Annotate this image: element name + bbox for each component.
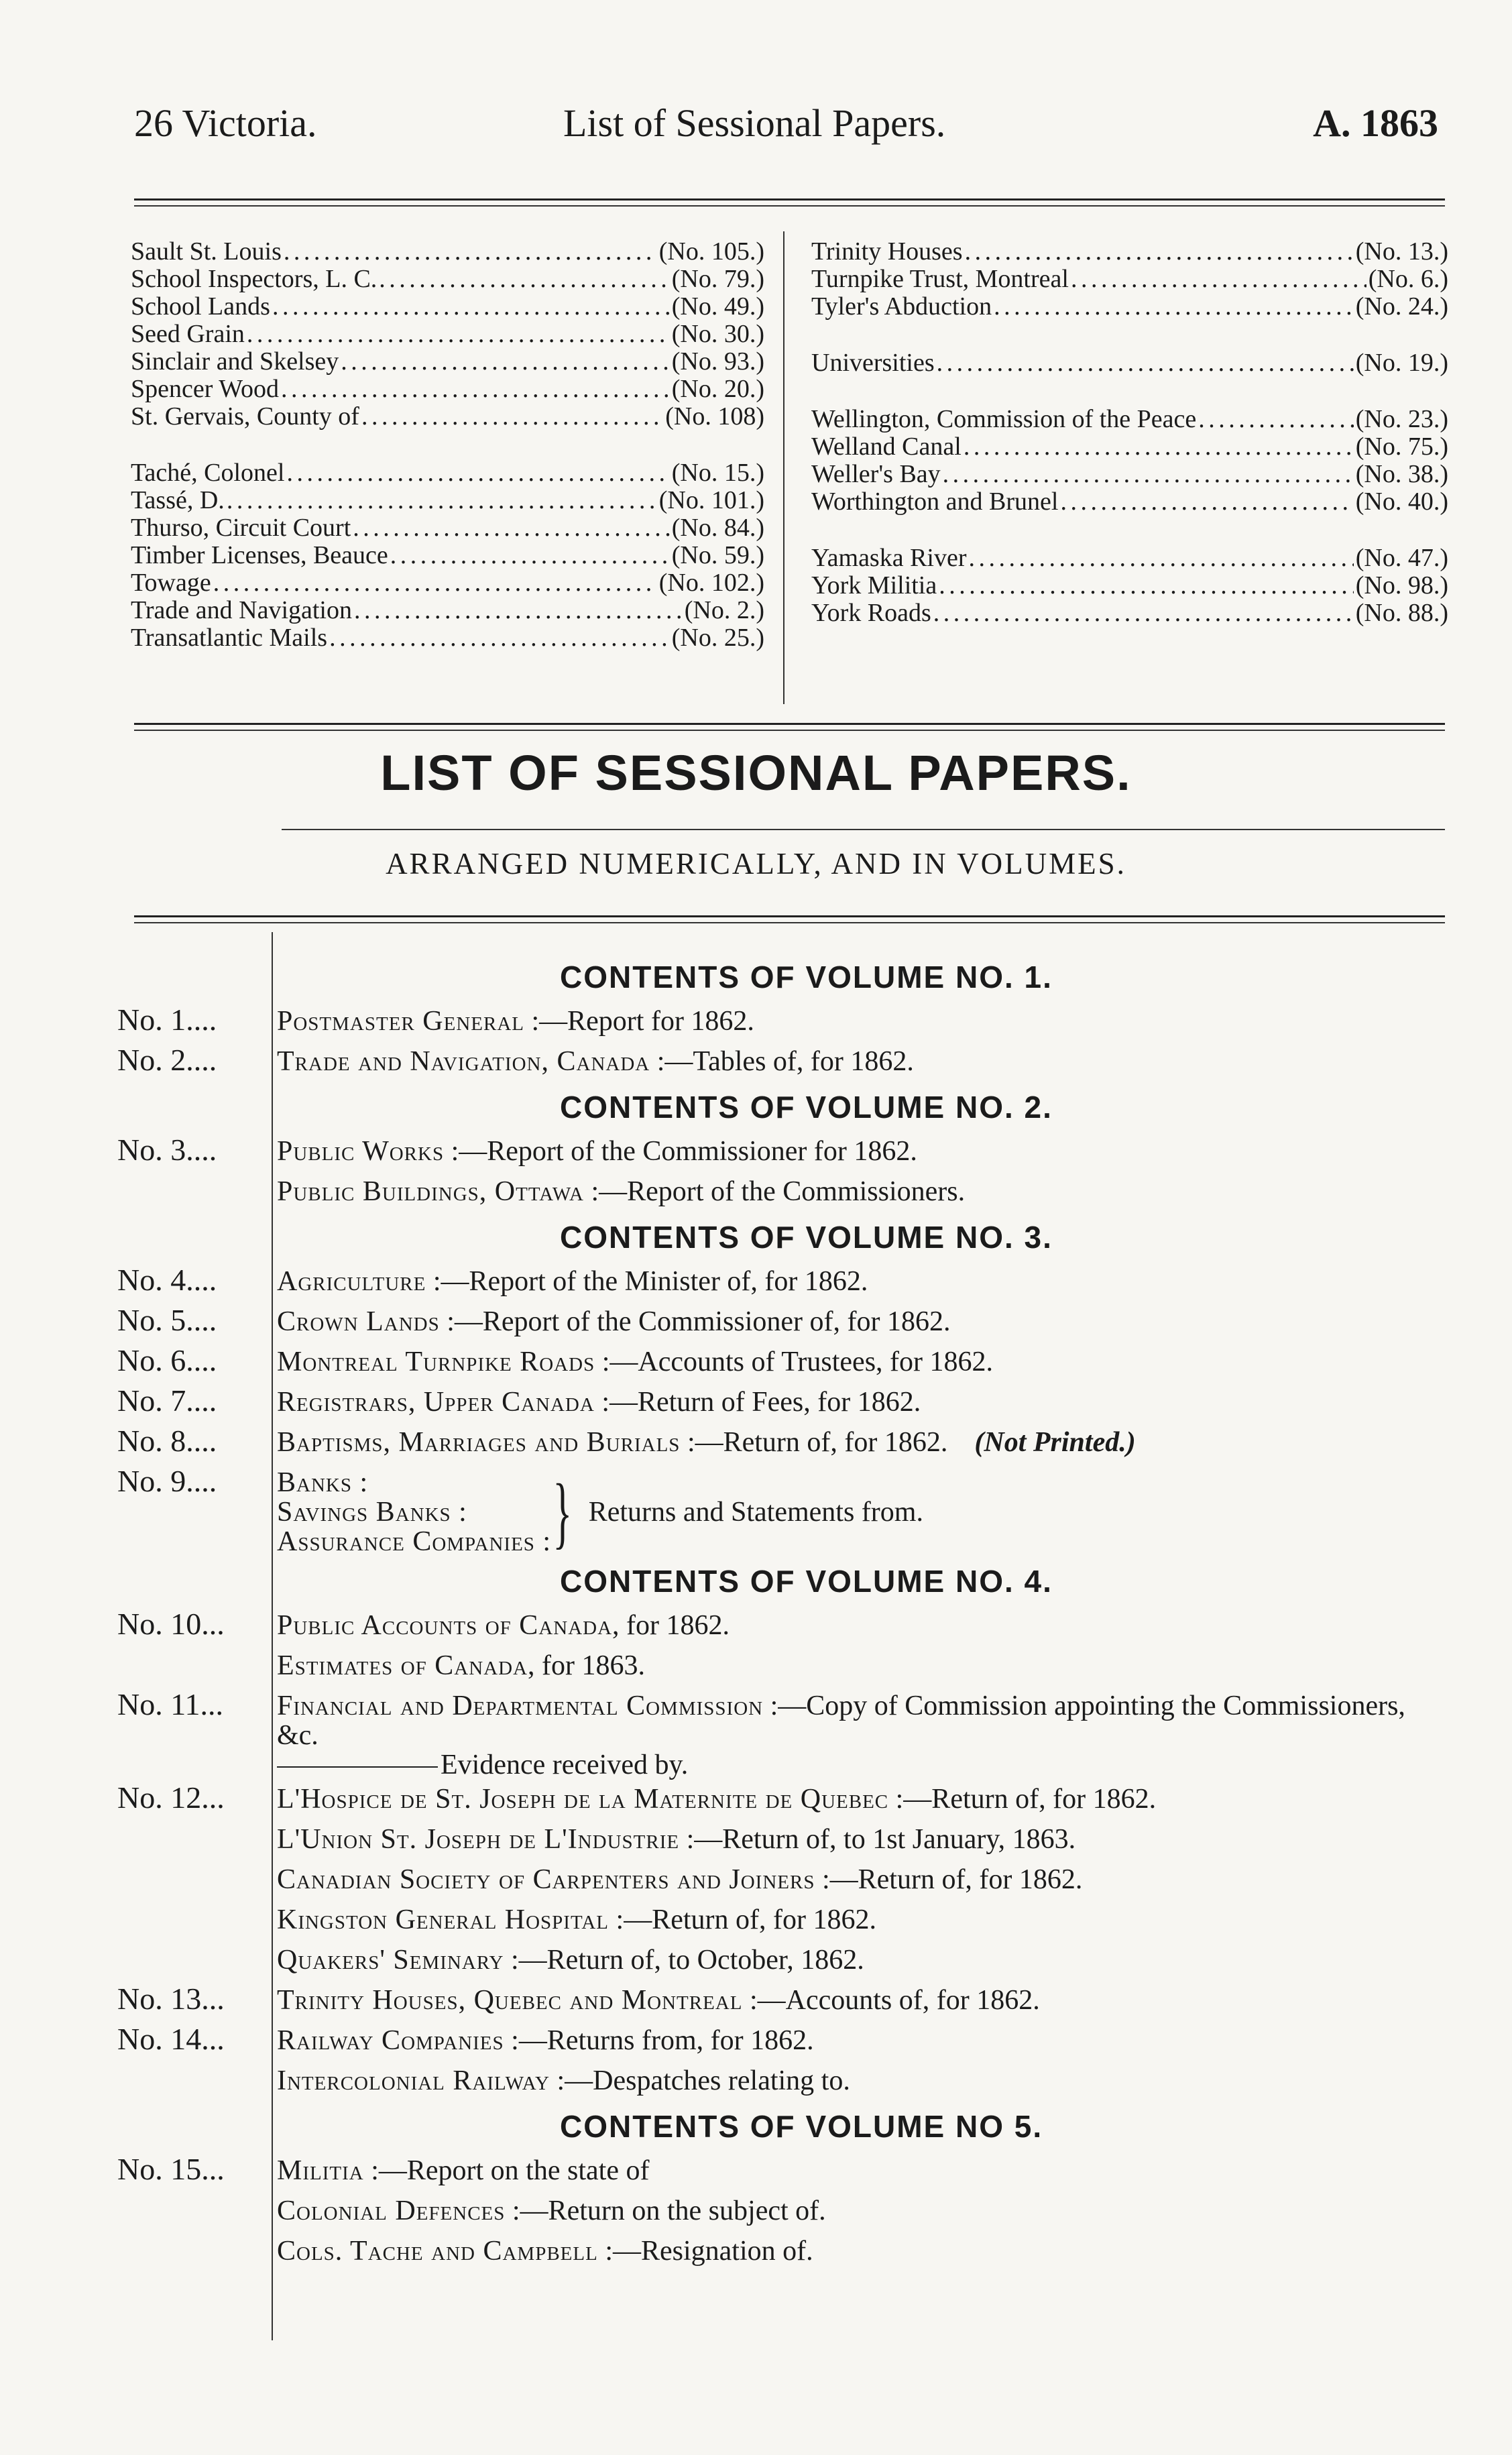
paper-subject: L'Hospice de St. Joseph de la Maternite de Quebec bbox=[277, 1784, 889, 1815]
paper-number: No. 9.... bbox=[117, 1464, 217, 1498]
volume-5-heading: CONTENTS OF VOLUME NO 5. bbox=[560, 2109, 1043, 2144]
paper-number: No. 3.... bbox=[117, 1133, 217, 1167]
paper-row bbox=[117, 1941, 1452, 1981]
paper-subject: L'Union St. Joseph de L'Industrie bbox=[277, 1824, 680, 1855]
paper-subject: Banks : bbox=[277, 1467, 369, 1498]
index-entry: Yamaska River . . . (No. 47.) bbox=[811, 545, 1448, 572]
paper-description: :—Tables of, for 1862. bbox=[650, 1046, 914, 1077]
paper-description: , for 1862. bbox=[612, 1610, 730, 1641]
paper-row bbox=[117, 2061, 1452, 2102]
not-printed-note: (Not Printed.) bbox=[974, 1427, 1136, 1458]
index-entry: Welland Canal . . . (No. 75.) bbox=[811, 433, 1448, 461]
index-entry: School Inspectors, L. C. . . . (No. 79.) bbox=[131, 266, 764, 293]
paper-number: No. 4.... bbox=[117, 1263, 217, 1297]
paper-row bbox=[117, 1383, 1452, 1423]
paper-subject: Crown Lands bbox=[277, 1306, 440, 1337]
volume-2-heading: CONTENTS OF VOLUME NO. 2. bbox=[560, 1090, 1053, 1125]
paper-number: No. 6.... bbox=[117, 1343, 217, 1377]
paper-subject: Public Accounts of Canada bbox=[277, 1610, 613, 1641]
paper-row bbox=[117, 1780, 1452, 1820]
index-entry: Transatlantic Mails . . . (No. 25.) bbox=[131, 624, 764, 652]
paper-description: :—Return on the subject of. bbox=[505, 2195, 826, 2226]
index-entry: Trinity Houses . . . (No. 13.) bbox=[811, 238, 1448, 266]
header-year: A. 1863 bbox=[1313, 101, 1438, 145]
paper-description: :—Return of, for 1862. bbox=[815, 1864, 1083, 1895]
paper-row bbox=[117, 2232, 1452, 2272]
subtitle-rule-top bbox=[134, 915, 1445, 917]
volume-4-heading: CONTENTS OF VOLUME NO. 4. bbox=[560, 1564, 1053, 1599]
index-entry: York Militia . . . (No. 98.) bbox=[811, 572, 1448, 600]
page-subtitle: ARRANGED NUMERICALLY, AND IN VOLUMES. bbox=[386, 847, 1126, 880]
paper-subject: Baptisms, Marriages and Burials bbox=[277, 1427, 681, 1458]
paper-description: :—Report for 1862. bbox=[524, 1006, 754, 1037]
index-entry: York Roads . . . (No. 88.) bbox=[811, 600, 1448, 627]
paper-subject: Colonial Defences bbox=[277, 2195, 506, 2226]
paper-subject: Public Buildings, Ottawa bbox=[277, 1176, 584, 1207]
paper-number: No. 1.... bbox=[117, 1003, 217, 1037]
paper-row bbox=[117, 1343, 1452, 1383]
paper-row bbox=[117, 1172, 1452, 1212]
paper-subject: Militia bbox=[277, 2155, 364, 2186]
paper-row bbox=[117, 2151, 1452, 2191]
paper-description: :—Report of the Minister of, for 1862. bbox=[426, 1266, 868, 1297]
paper-description: :—Accounts of Trustees, for 1862. bbox=[595, 1347, 994, 1377]
volume-1-heading: CONTENTS OF VOLUME NO. 1. bbox=[560, 960, 1053, 994]
paper-description: :—Accounts of, for 1862. bbox=[742, 1985, 1040, 2016]
paper-row bbox=[117, 2191, 1452, 2232]
paper-subject: Assurance Companies : bbox=[277, 1526, 552, 1557]
paper-description: :—Return of Fees, for 1862. bbox=[594, 1387, 921, 1418]
paper-subject: Estimates of Canada bbox=[277, 1650, 528, 1681]
paper-description: :—Return of, for 1862. bbox=[680, 1427, 948, 1458]
paper-row bbox=[117, 1820, 1452, 1860]
paper-row bbox=[117, 1687, 1452, 1780]
index-entry: Tyler's Abduction . . . (No. 24.) bbox=[811, 293, 1448, 321]
paper-subject: Railway Companies bbox=[277, 2025, 504, 2056]
paper-description: :—Return of, for 1862. bbox=[888, 1784, 1157, 1815]
paper-row bbox=[117, 1302, 1452, 1343]
paper-description: :—Return of, to October, 1862. bbox=[504, 1945, 864, 1976]
paper-number: No. 8.... bbox=[117, 1424, 217, 1458]
paper-row bbox=[117, 1900, 1452, 1941]
paper-number: No. 10... bbox=[117, 1607, 225, 1641]
paper-subject: Financial and Departmental Commission bbox=[277, 1691, 764, 1721]
paper-description: :—Copy of Commission appointing the Commissioners, &c. bbox=[277, 1691, 1405, 1751]
paper-number: No. 5.... bbox=[117, 1303, 217, 1337]
index-entry: St. Gervais, County of . . . (No. 108) bbox=[131, 403, 764, 431]
index-entry: Towage . . . (No. 102.) bbox=[131, 569, 764, 597]
index-entry: Thurso, Circuit Court . . . (No. 84.) bbox=[131, 514, 764, 542]
paper-row bbox=[117, 1463, 1452, 1556]
index-column-divider bbox=[783, 231, 784, 704]
paper-row bbox=[117, 1042, 1452, 1082]
volume-listing bbox=[117, 952, 1452, 2272]
header-rule-top bbox=[134, 198, 1445, 201]
paper-subject: Montreal Turnpike Roads bbox=[277, 1347, 595, 1377]
paper-number: No. 13... bbox=[117, 1982, 225, 2016]
paper-subject: Quakers' Seminary bbox=[277, 1945, 504, 1976]
index-entry: Sinclair and Skelsey . . . (No. 93.) bbox=[131, 348, 764, 376]
paper-number: No. 14... bbox=[117, 2022, 225, 2056]
paper-number: No. 11... bbox=[117, 1687, 224, 1721]
index-entry: School Lands . . . (No. 49.) bbox=[131, 293, 764, 321]
paper-description: , for 1863. bbox=[528, 1650, 646, 1681]
index-left-column bbox=[131, 238, 764, 652]
ditto-dash bbox=[277, 1766, 438, 1768]
paper-number: No. 12... bbox=[117, 1780, 225, 1815]
index-entry: Taché, Colonel . . . (No. 15.) bbox=[131, 459, 764, 487]
paper-row bbox=[117, 1002, 1452, 1042]
paper-row bbox=[117, 1981, 1452, 2021]
paper-description: :—Report of the Commissioner of, for 1862. bbox=[439, 1306, 951, 1337]
header-title: List of Sessional Papers. bbox=[563, 101, 946, 145]
title-rule bbox=[282, 829, 1445, 830]
index-entry: Universities . . . (No. 19.) bbox=[811, 349, 1448, 377]
index-rule-top bbox=[134, 723, 1445, 725]
paper-subject: Kingston General Hospital bbox=[277, 1904, 609, 1935]
paper-subject: Registrars, Upper Canada bbox=[277, 1387, 595, 1418]
paper-row bbox=[117, 1132, 1452, 1172]
header-session: 26 Victoria. bbox=[134, 101, 317, 145]
paper-row bbox=[117, 1262, 1452, 1302]
index-right-column bbox=[811, 238, 1448, 627]
paper-description: Returns and Statements from. bbox=[588, 1497, 923, 1528]
paper-description: :—Report on the state of bbox=[363, 2155, 650, 2186]
paper-description: :—Report of the Commissioners. bbox=[583, 1176, 966, 1207]
index-entry: Spencer Wood . . . (No. 20.) bbox=[131, 376, 764, 403]
index-entry: Wellington, Commission of the Peace . . . (No. 23.) bbox=[811, 406, 1448, 433]
paper-subject: Trade and Navigation, Canada bbox=[277, 1046, 650, 1077]
paper-number: No. 15... bbox=[117, 2152, 225, 2186]
paper-subject: Canadian Society of Carpenters and Joiners bbox=[277, 1864, 815, 1895]
index-entry: Worthington and Brunel . . . (No. 40.) bbox=[811, 488, 1448, 516]
brace-glyph: } bbox=[553, 1467, 573, 1556]
paper-description: :—Resignation of. bbox=[597, 2236, 813, 2267]
volume-3-heading: CONTENTS OF VOLUME NO. 3. bbox=[560, 1220, 1053, 1255]
index-rule-bottom bbox=[134, 730, 1445, 731]
page-title: LIST OF SESSIONAL PAPERS. bbox=[380, 745, 1132, 801]
paper-number: No. 2.... bbox=[117, 1043, 217, 1077]
index-entry: Seed Grain . . . (No. 30.) bbox=[131, 321, 764, 348]
paper-subject: Agriculture bbox=[277, 1266, 426, 1297]
index-entry: Trade and Navigation . . . (No. 2.) bbox=[131, 597, 764, 624]
paper-subject: Postmaster General bbox=[277, 1006, 524, 1037]
paper-row bbox=[117, 1860, 1452, 1900]
paper-subject: Intercolonial Railway bbox=[277, 2065, 550, 2096]
paper-description: Evidence received by. bbox=[441, 1750, 689, 1780]
paper-description: :—Return of, for 1862. bbox=[609, 1904, 876, 1935]
paper-row bbox=[117, 2021, 1452, 2061]
paper-row bbox=[117, 1646, 1452, 1687]
index-entry: Sault St. Louis . . . (No. 105.) bbox=[131, 238, 764, 266]
paper-description: :—Despatches relating to. bbox=[549, 2065, 850, 2096]
paper-number: No. 7.... bbox=[117, 1383, 217, 1418]
paper-subject: Public Works bbox=[277, 1136, 445, 1167]
running-head bbox=[134, 101, 1438, 161]
paper-row bbox=[117, 1423, 1452, 1463]
paper-subject: Cols. Tache and Campbell bbox=[277, 2236, 598, 2267]
paper-description: :—Returns from, for 1862. bbox=[504, 2025, 814, 2056]
paper-description: :—Report of the Commissioner for 1862. bbox=[444, 1136, 917, 1167]
subtitle-rule-bottom bbox=[134, 922, 1445, 923]
index-entry: Weller's Bay . . . (No. 38.) bbox=[811, 461, 1448, 488]
index-entry: Timber Licenses, Beauce . . . (No. 59.) bbox=[131, 542, 764, 569]
paper-subject: Savings Banks : bbox=[277, 1497, 467, 1528]
paper-description: :—Return of, to 1st January, 1863. bbox=[679, 1824, 1076, 1855]
paper-row bbox=[117, 1606, 1452, 1646]
header-rule-bottom bbox=[134, 205, 1445, 207]
index-entry: Turnpike Trust, Montreal . . . (No. 6.) bbox=[811, 266, 1448, 293]
index-entry: Tassé, D. . . . (No. 101.) bbox=[131, 487, 764, 514]
paper-subject: Trinity Houses, Quebec and Montreal bbox=[277, 1985, 743, 2016]
